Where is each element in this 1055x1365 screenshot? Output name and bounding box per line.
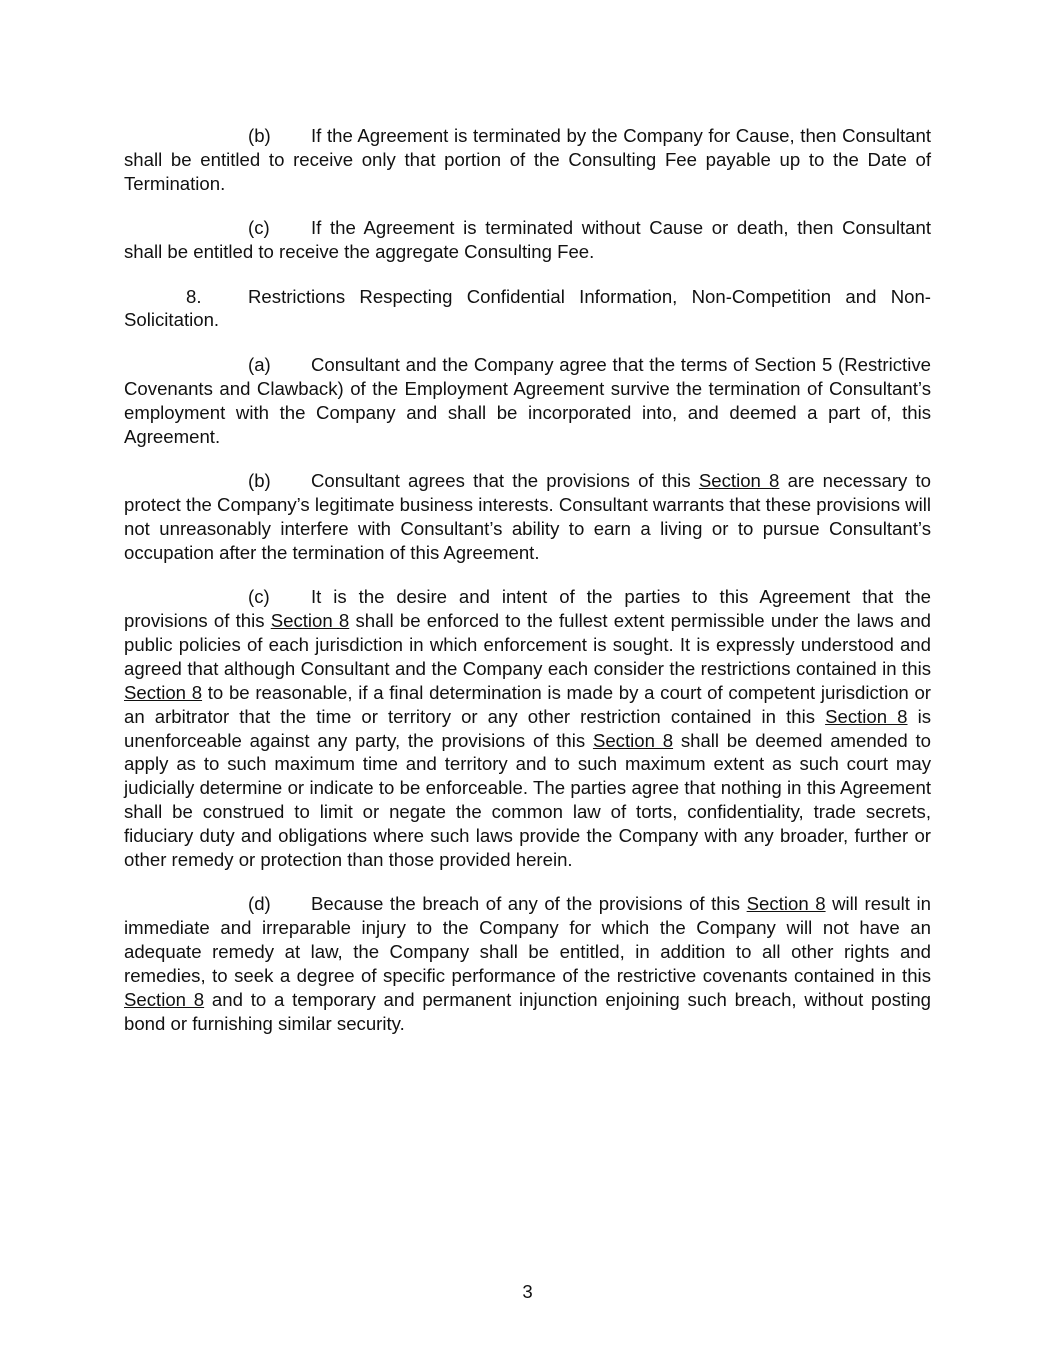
paragraph-label: (b) <box>248 469 271 491</box>
paragraph-text: and to a temporary and permanent injunction enjoining such breach, without posting bond or furnishing similar security. <box>124 989 932 1034</box>
paragraph-label: (c) <box>248 586 270 608</box>
paragraph-a-restrictive-covenants <box>124 353 931 449</box>
section-8-reference: Section 8 <box>124 681 203 703</box>
paragraph-text: to be reasonable, if a final determination is made by a court of competent jurisdiction or an arbitrator that the time or territory or any other restriction contained in this <box>124 681 931 727</box>
paragraph-text: is unenforceable against any party, the provisions of this <box>124 705 932 751</box>
document-body <box>124 124 931 1056</box>
section-8-reference: Section 8 <box>592 729 674 751</box>
paragraph-text: Because the breach of any of the provisions of this <box>311 893 747 915</box>
section-8-reference: Section 8 <box>698 469 780 491</box>
paragraph-d-injunctive-relief <box>124 892 931 1035</box>
paragraph-label: (a) <box>248 353 271 375</box>
paragraph-text: shall be enforced to the fullest extent permissible under the laws and public policies of each jurisdiction in which enforcement is sought. It is expressly understood and agreed that although Consultant and the Company each consider the restrictions contained in this <box>124 610 931 679</box>
section-8-reference: Section 8 <box>270 610 350 631</box>
section-8-reference: Section 8 <box>746 893 826 915</box>
paragraph-text: will result in immediate and irreparable injury to the Company for which the Company will not have an adequate remedy at law, the Company shall be entitled, in addition to all other rights and remedies, to seek a degree of specific performance of the restrictive covenants contained in this <box>124 893 931 987</box>
paragraph-label: (b) <box>248 125 271 146</box>
paragraph-text: Consultant and the Company agree that the terms of Section 5 (Restrictive Covenants and Clawback) of the Employment Agreement survive the termination of Consultant’s employment with the Company and shall be incorporated into, and deemed a part of, this Agreement. <box>124 353 931 447</box>
section-8-reference: Section 8 <box>124 989 205 1011</box>
paragraph-text: If the Agreement is terminated by the Company for Cause, then Consultant shall be entitled to receive only that portion of the Consulting Fee payable up to the Date of Termination. <box>124 125 931 194</box>
section-number: 8. <box>186 285 202 307</box>
paragraph-c-enforcement <box>124 585 931 872</box>
paragraph-label: (c) <box>248 217 270 239</box>
paragraph-text: shall be deemed amended to apply as to such maximum time and territory and to such maximum extent as such court may judicially determine or indicate to be enforceable. The parties agree that nothing in this Agreement shall be construed to limit or negate the common law of torts, confidentiality, trade secrets, fiduciary duty and obligations where such laws provide the Company with any broader, further or other remedy or protection than those provided herein. <box>124 729 931 871</box>
page-number: 3 <box>522 1281 533 1302</box>
paragraph-c-termination-without-cause <box>124 216 931 264</box>
paragraph-b-necessary-provisions <box>124 469 931 565</box>
paragraph-label: (d) <box>248 893 271 915</box>
paragraph-b-termination-for-cause <box>124 124 931 196</box>
section-8-heading <box>124 285 931 333</box>
paragraph-text: It is the desire and intent of the parties to this Agreement that the provisions of this <box>124 586 931 631</box>
paragraph-text: are necessary to protect the Company’s legitimate business interests. Consultant warrants that these provisions will not unreasonably interfere with Consultant’s ability to earn a living or to pursue Consultant’s occupation after the termination of this Agreement. <box>124 469 932 563</box>
paragraph-text: Consultant agrees that the provisions of this <box>311 469 699 491</box>
paragraph-text: If the Agreement is terminated without Cause or death, then Consultant shall be entitled to receive the aggregate Consulting Fee. <box>124 217 931 263</box>
section-8-reference: Section 8 <box>825 705 908 727</box>
section-title: Restrictions Respecting Confidential Information, Non-Competition and Non-Solicitation. <box>124 285 931 331</box>
